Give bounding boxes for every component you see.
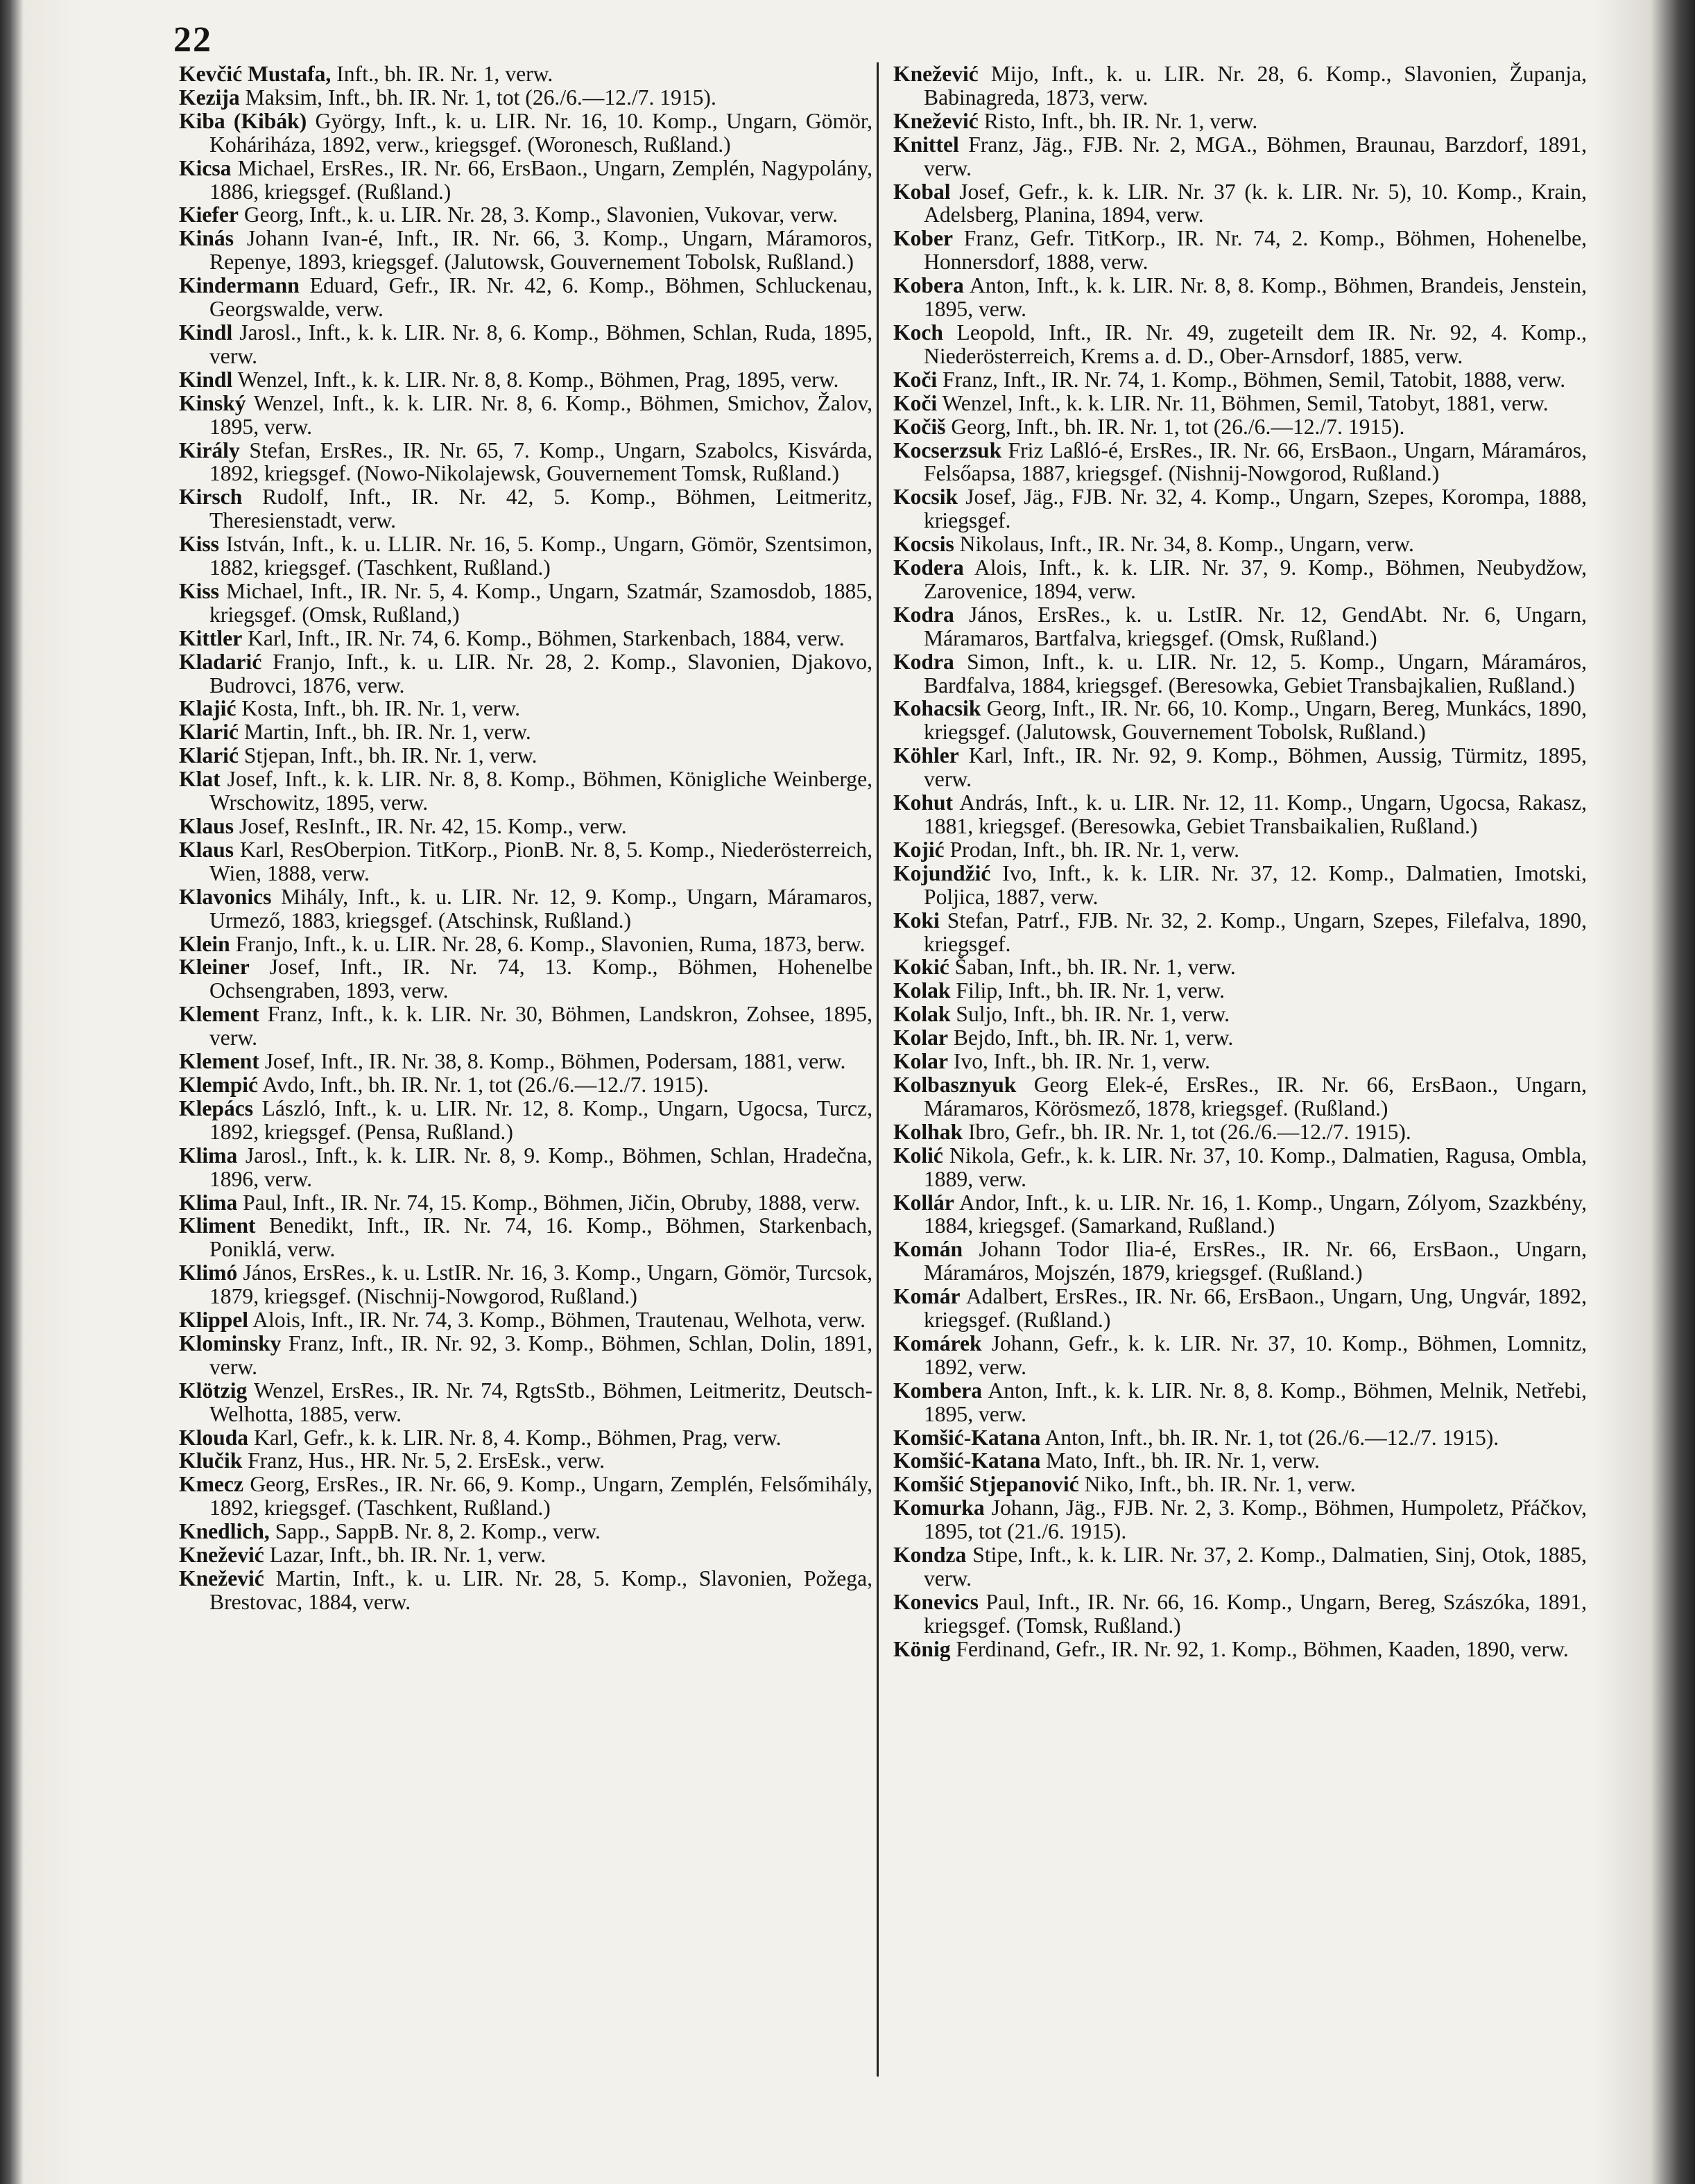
entry-details: Josef, Inft., IR. Nr. 38, 8. Komp., Böhmen, Podersam, 1881, verw. xyxy=(259,1049,846,1074)
entry-details: Eduard, Gefr., IR. Nr. 42, 6. Komp., Böhmen, Schluckenau, Georgswalde, verw. xyxy=(209,273,872,322)
roster-entry xyxy=(893,1144,1587,1191)
entry-details: Martin, Inft., bh. IR. Nr. 1, verw. xyxy=(238,720,531,745)
roster-entry xyxy=(179,955,872,1003)
page-number: 22 xyxy=(173,20,212,60)
entry-details: Michael, ErsRes., IR. Nr. 66, ErsBaon., Ungarn, Zemplén, Nagypolány, 1886, kriegsgef. (Rußland.) xyxy=(209,155,872,204)
entry-surname: Kolak xyxy=(893,1002,951,1027)
entry-details: János, ErsRes., k. u. LstIR. Nr. 12, GendAbt. Nr. 6, Ungarn, Máramaros, Bartfalva, kriegsgef. (Omsk, Rußland.) xyxy=(924,602,1587,650)
entry-details: Avdo, Inft., bh. IR. Nr. 1, tot (26./6.—12./7. 1915). xyxy=(258,1072,709,1097)
roster-entry xyxy=(179,838,872,885)
entry-surname: Klaus xyxy=(179,837,234,862)
entry-details: Nikolaus, Inft., IR. Nr. 34, 8. Komp., Ungarn, verw. xyxy=(954,532,1414,557)
entry-surname: Kiss xyxy=(179,578,219,603)
entry-surname: Kobera xyxy=(893,273,964,298)
entry-details: Jarosl., Inft., k. k. LIR. Nr. 8, 6. Komp., Böhmen, Schlan, Ruda, 1895, verw. xyxy=(209,320,872,368)
entry-surname: Kiss xyxy=(179,532,219,557)
entry-surname: Klement xyxy=(179,1002,259,1027)
entry-surname: Kocsik xyxy=(893,485,958,510)
roster-entry xyxy=(179,203,872,227)
entry-surname: Kinás xyxy=(179,226,234,251)
entry-details: Prodan, Inft., bh. IR. Nr. 1, verw. xyxy=(944,837,1239,862)
entry-surname: Kolak xyxy=(893,978,951,1003)
entry-details: Franz, Gefr. TitKorp., IR. Nr. 74, 2. Komp., Böhmen, Hohenelbe, Honnersdorf, 1888, verw. xyxy=(924,226,1587,275)
roster-entry xyxy=(893,650,1587,697)
entry-details: János, ErsRes., k. u. LstIR. Nr. 16, 3. Komp., Ungarn, Gömör, Turcsok, 1879, kriegsgef. (Nischnij-Nowgorod, Rußland.) xyxy=(209,1260,872,1309)
entry-details: Wenzel, ErsRes., IR. Nr. 74, RgtsStb., Böhmen, Leitmeritz, Deutsch-Welhotta, 1885, verw. xyxy=(209,1378,872,1426)
entry-details: Stipe, Inft., k. k. LIR. Nr. 37, 2. Komp., Dalmatien, Sinj, Otok, 1885, verw. xyxy=(924,1543,1587,1591)
entry-details: Anton, Inft., k. k. LIR. Nr. 8, 8. Komp., Böhmen, Brandeis, Jenstein, 1895, verw. xyxy=(924,273,1587,322)
roster-entry xyxy=(179,110,872,157)
roster-entry xyxy=(893,415,1587,439)
entry-surname: Kodra xyxy=(893,602,954,627)
roster-entry xyxy=(179,744,872,768)
entry-surname: Kolbasznyuk xyxy=(893,1072,1017,1097)
roster-entry xyxy=(893,227,1587,274)
entry-details: Inft., bh. IR. Nr. 1, verw. xyxy=(331,62,553,86)
roster-entry xyxy=(893,1026,1587,1050)
roster-entry xyxy=(893,1285,1587,1332)
entry-surname: Klavonics xyxy=(179,884,272,909)
entry-details: Johann, Gefr., k. k. LIR. Nr. 37, 10. Komp., Böhmen, Lomnitz, 1892, verw. xyxy=(924,1331,1587,1379)
roster-entry xyxy=(179,933,872,956)
entry-details: Josef, Jäg., FJB. Nr. 32, 4. Komp., Ungarn, Szepes, Korompa, 1888, kriegsgef. xyxy=(924,485,1587,533)
entry-surname: Kiefer xyxy=(179,202,239,227)
roster-entry xyxy=(179,1144,872,1191)
entry-surname: Knežević xyxy=(179,1566,264,1591)
entry-details: Ibro, Gefr., bh. IR. Nr. 1, tot (26./6.—12./7. 1915). xyxy=(963,1119,1411,1144)
roster-entry xyxy=(179,580,872,627)
entry-details: Martin, Inft., k. u. LIR. Nr. 28, 5. Komp., Slavonien, Požega, Brestovac, 1884, verw. xyxy=(209,1566,872,1614)
entry-details: Anton, Inft., k. k. LIR. Nr. 8, 8. Komp., Böhmen, Melnik, Netřebi, 1895, verw. xyxy=(924,1378,1587,1426)
entry-surname: Kiba (Kibák) xyxy=(179,108,307,133)
column-divider xyxy=(877,62,879,2077)
entry-details: Stefan, Patrf., FJB. Nr. 32, 2. Komp., Ungarn, Szepes, Filefalva, 1890, kriegsgef. xyxy=(924,908,1587,956)
roster-entry xyxy=(179,1097,872,1144)
entry-surname: Kezija xyxy=(179,85,240,110)
entry-surname: Klučik xyxy=(179,1448,243,1473)
roster-entry xyxy=(179,768,872,815)
entry-surname: Knežević xyxy=(893,108,979,133)
entry-surname: Klarić xyxy=(179,743,239,768)
roster-entry xyxy=(179,1308,872,1332)
entry-surname: Klajić xyxy=(179,696,236,721)
entry-surname: Konevics xyxy=(893,1589,979,1614)
entry-details: Georg, ErsRes., IR. Nr. 66, 9. Komp., Ungarn, Zemplén, Felsőmihály, 1892, kriegsgef. (Taschkent, Rußland.) xyxy=(209,1472,872,1520)
entry-surname: Kevčić Mustafa, xyxy=(179,62,332,86)
entry-surname: Koch xyxy=(893,320,943,345)
roster-entry xyxy=(893,1191,1587,1238)
entry-surname: Knedlich, xyxy=(179,1519,270,1544)
entry-details: Stefan, ErsRes., IR. Nr. 65, 7. Komp., Ungarn, Szabolcs, Kisvárda, 1892, kriegsgef. (Nowo-Nikolajewsk, Gouvernement Tomsk, Rußland.) xyxy=(209,437,872,486)
roster-entry xyxy=(179,1520,872,1543)
entry-details: Georg Elek-é, ErsRes., IR. Nr. 66, ErsBaon., Ungarn, Máramaros, Körösmező, 1878, kriegsgef. (Rußland.) xyxy=(924,1072,1587,1120)
entry-surname: Komár xyxy=(893,1284,961,1309)
roster-entry xyxy=(893,603,1587,650)
entry-details: Josef, Gefr., k. k. LIR. Nr. 37 (k. k. LIR. Nr. 5), 10. Komp., Krain, Adelsberg, Planina, 1894, verw. xyxy=(924,179,1587,227)
entry-surname: Király xyxy=(179,437,240,462)
roster-entry xyxy=(893,392,1587,415)
entry-surname: Kmecz xyxy=(179,1472,243,1497)
entry-surname: Kohut xyxy=(893,790,954,815)
roster-entry xyxy=(179,1473,872,1520)
entry-surname: Kladarić xyxy=(179,649,262,674)
entry-surname: Klat xyxy=(179,767,221,792)
entry-details: Rudolf, Inft., IR. Nr. 42, 5. Komp., Böhmen, Leitmeritz, Theresienstadt, verw. xyxy=(209,485,872,533)
entry-details: Jarosl., Inft., k. k. LIR. Nr. 8, 9. Komp., Böhmen, Schlan, Hradečna, 1896, verw. xyxy=(209,1143,872,1191)
entry-details: Ferdinand, Gefr., IR. Nr. 92, 1. Komp., Böhmen, Kaaden, 1890, verw. xyxy=(950,1636,1569,1661)
roster-entry xyxy=(893,1238,1587,1285)
roster-entry xyxy=(893,1050,1587,1073)
left-column xyxy=(179,62,872,1614)
roster-entry xyxy=(893,838,1587,862)
roster-entry xyxy=(893,1332,1587,1379)
roster-entry xyxy=(893,485,1587,532)
entry-surname: Klempić xyxy=(179,1072,259,1097)
entry-surname: Klippel xyxy=(179,1308,249,1333)
entry-details: Paul, Inft., IR. Nr. 66, 16. Komp., Ungarn, Bereg, Szászóka, 1891, kriegsgef. (Tomsk, Rußland.) xyxy=(924,1589,1587,1638)
roster-entry xyxy=(179,86,872,110)
roster-entry xyxy=(893,744,1587,791)
roster-entry xyxy=(893,955,1587,979)
entry-details: Franjo, Inft., k. u. LIR. Nr. 28, 2. Komp., Slavonien, Djakovo, Budrovci, 1876, verw. xyxy=(209,649,872,697)
entry-surname: Kobal xyxy=(893,179,951,204)
entry-surname: Kolar xyxy=(893,1025,948,1050)
roster-entry xyxy=(893,439,1587,486)
entry-details: Karl, Inft., IR. Nr. 74, 6. Komp., Böhmen, Starkenbach, 1884, verw. xyxy=(242,625,845,650)
entry-details: Benedikt, Inft., IR. Nr. 74, 16. Komp., Böhmen, Starkenbach, Poniklá, verw. xyxy=(209,1213,872,1262)
entry-details: Franz, Inft., IR. Nr. 92, 3. Komp., Böhmen, Schlan, Dolin, 1891, verw. xyxy=(209,1331,872,1379)
entry-details: Franz, Hus., HR. Nr. 5, 2. ErsEsk., verw. xyxy=(242,1448,605,1473)
entry-surname: Koči xyxy=(893,367,938,392)
roster-entry xyxy=(893,1496,1587,1543)
entry-details: Johann Ivan-é, Inft., IR. Nr. 66, 3. Komp., Ungarn, Máramoros, Repenye, 1893, kriegsgef. (Jalutowsk, Gouvernement Tobolsk, Rußland.) xyxy=(209,226,872,275)
entry-details: Wenzel, Inft., k. k. LIR. Nr. 8, 8. Komp., Böhmen, Prag, 1895, verw. xyxy=(232,367,839,392)
entry-details: Anton, Inft., bh. IR. Nr. 1, tot (26./6.—12./7. 1915). xyxy=(1040,1425,1499,1450)
entry-surname: Kombera xyxy=(893,1378,983,1403)
entry-details: Josef, Inft., k. k. LIR. Nr. 8, 8. Komp., Böhmen, Königliche Weinberge, Wrschowitz, 1895, verw. xyxy=(209,767,872,815)
entry-surname: Kodra xyxy=(893,649,954,674)
entry-details: Mato, Inft., bh. IR. Nr. 1, verw. xyxy=(1040,1448,1320,1473)
roster-entry xyxy=(893,1449,1587,1473)
roster-entry xyxy=(893,1473,1587,1496)
entry-surname: Kojić xyxy=(893,837,945,862)
roster-entry xyxy=(893,1073,1587,1120)
entry-surname: Komšić-Katana xyxy=(893,1448,1041,1473)
entry-surname: Kicsa xyxy=(179,155,232,180)
entry-surname: Kolar xyxy=(893,1049,948,1074)
entry-details: Georg, Inft., IR. Nr. 66, 10. Komp., Ungarn, Bereg, Munkács, 1890, kriegsgef. (Jalutowsk, Gouvernement Tobolsk, Rußland.) xyxy=(924,696,1587,745)
roster-entry xyxy=(179,532,872,580)
entry-details: Nikola, Gefr., k. k. LIR. Nr. 37, 10. Komp., Dalmatien, Ragusa, Ombla, 1889, verw. xyxy=(924,1143,1587,1191)
roster-entry xyxy=(179,157,872,204)
entry-details: Wenzel, Inft., k. k. LIR. Nr. 8, 6. Komp., Böhmen, Smichov, Žalov, 1895, verw. xyxy=(209,390,872,439)
roster-entry xyxy=(893,368,1587,392)
roster-entry xyxy=(179,1261,872,1308)
entry-details: Filip, Inft., bh. IR. Nr. 1, verw. xyxy=(950,978,1225,1003)
entry-details: Simon, Inft., k. u. LIR. Nr. 12, 5. Komp., Ungarn, Máramáros, Bardfalva, 1884, kriegsgef. (Beresowka, Gebiet Transbajkalien, Rußland.) xyxy=(924,649,1587,697)
roster-entry xyxy=(179,815,872,838)
entry-details: Wenzel, Inft., k. k. LIR. Nr. 11, Böhmen, Semil, Tatobyt, 1881, verw. xyxy=(937,390,1549,415)
entry-surname: Kober xyxy=(893,226,953,251)
entry-details: Karl, ResOberpion. TitKorp., PionB. Nr. 8, 5. Komp., Niederösterreich, Wien, 1888, verw. xyxy=(209,837,872,885)
entry-surname: Kondza xyxy=(893,1543,967,1568)
entry-details: Suljo, Inft., bh. IR. Nr. 1, verw. xyxy=(950,1002,1230,1027)
entry-surname: Klein xyxy=(179,931,230,956)
roster-entry xyxy=(893,133,1587,180)
entry-details: Friz Laßló-é, ErsRes., IR. Nr. 66, ErsBaon., Ungarn, Máramáros, Felsőapsa, 1887, kriegsgef. (Nishnij-Nowgorod, Rußland.) xyxy=(924,437,1587,486)
entry-details: Alois, Inft., k. k. LIR. Nr. 37, 9. Komp., Böhmen, Neubydžow, Zarovenice, 1894, verw. xyxy=(924,555,1587,603)
entry-surname: Knežević xyxy=(179,1543,264,1568)
roster-entry xyxy=(893,909,1587,956)
entry-surname: Köhler xyxy=(893,743,959,768)
entry-surname: Kinský xyxy=(179,390,246,415)
roster-entry xyxy=(179,1543,872,1567)
roster-entry xyxy=(179,1567,872,1614)
entry-details: Karl, Gefr., k. k. LIR. Nr. 8, 4. Komp., Böhmen, Prag, verw. xyxy=(248,1425,782,1450)
entry-details: Stjepan, Inft., bh. IR. Nr. 1, verw. xyxy=(238,743,537,768)
entry-details: Mihály, Inft., k. u. LIR. Nr. 12, 9. Komp., Ungarn, Máramaros, Urmező, 1883, kriegsgef. (Atschinsk, Rußland.) xyxy=(209,884,872,933)
entry-surname: Kocserzsuk xyxy=(893,437,1002,462)
roster-entry xyxy=(893,321,1587,368)
roster-entry xyxy=(893,1379,1587,1426)
entry-details: Mijo, Inft., k. u. LIR. Nr. 28, 6. Komp., Slavonien, Županja, Babinagreda, 1873, verw. xyxy=(924,62,1587,110)
entry-details: Leopold, Inft., IR. Nr. 49, zugeteilt dem IR. Nr. 92, 4. Komp., Niederösterreich, Krems a. d. D., Ober-Arnsdorf, 1885, verw. xyxy=(924,320,1587,368)
entry-details: Paul, Inft., IR. Nr. 74, 15. Komp., Böhmen, Jičin, Obruby, 1888, verw. xyxy=(237,1190,861,1215)
entry-surname: Kohacsik xyxy=(893,696,981,721)
roster-entry xyxy=(893,1591,1587,1638)
entry-surname: Komurka xyxy=(893,1496,985,1520)
entry-surname: Klima xyxy=(179,1190,238,1215)
entry-surname: Kindl xyxy=(179,367,233,392)
roster-entry xyxy=(893,1003,1587,1026)
roster-entry xyxy=(179,1426,872,1450)
entry-surname: Klarić xyxy=(179,720,239,745)
roster-entry xyxy=(179,885,872,933)
entry-details: Niko, Inft., bh. IR. Nr. 1, verw. xyxy=(1078,1472,1356,1497)
entry-details: Andor, Inft., k. u. LIR. Nr. 16, 1. Komp., Ungarn, Zólyom, Szazkbény, 1884, kriegsgef. (Samarkand, Rußland.) xyxy=(924,1190,1587,1238)
roster-entry xyxy=(893,62,1587,110)
roster-entry xyxy=(179,62,872,86)
entry-details: Johann Todor Ilia-é, ErsRes., IR. Nr. 66, ErsBaon., Ungarn, Máramáros, Mojszén, 1879, kriegsgef. (Rußland.) xyxy=(924,1237,1587,1285)
entry-surname: Klötzig xyxy=(179,1378,248,1403)
entry-surname: Kolić xyxy=(893,1143,943,1168)
entry-surname: Kirsch xyxy=(179,485,243,510)
roster-entry xyxy=(893,791,1587,838)
entry-details: Bejdo, Inft., bh. IR. Nr. 1, verw. xyxy=(947,1025,1234,1050)
entry-surname: Koči xyxy=(893,390,938,415)
entry-surname: Klima xyxy=(179,1143,238,1168)
roster-entry xyxy=(179,1214,872,1261)
roster-entry xyxy=(179,227,872,274)
right-column xyxy=(893,62,1587,1661)
entry-surname: Komšić Stjepanović xyxy=(893,1472,1079,1497)
entry-details: Franz, Inft., IR. Nr. 74, 1. Komp., Böhmen, Semil, Tatobit, 1888, verw. xyxy=(937,367,1566,392)
entry-surname: Kolhak xyxy=(893,1119,963,1144)
roster-entry xyxy=(893,180,1587,227)
roster-entry xyxy=(893,1426,1587,1450)
roster-entry xyxy=(179,1191,872,1215)
roster-entry xyxy=(893,697,1587,744)
entry-details: Ivo, Inft., bh. IR. Nr. 1, verw. xyxy=(947,1049,1210,1074)
entry-details: Franz, Inft., k. k. LIR. Nr. 30, Böhmen, Landskron, Zohsee, 1895, verw. xyxy=(209,1002,872,1050)
entry-details: Josef, ResInft., IR. Nr. 42, 15. Komp., verw. xyxy=(234,814,627,838)
entry-details: Sapp., SappB. Nr. 8, 2. Komp., verw. xyxy=(269,1519,601,1544)
roster-entry xyxy=(179,720,872,744)
roster-entry xyxy=(179,627,872,650)
roster-entry xyxy=(893,110,1587,133)
entry-details: Georg, Inft., k. u. LIR. Nr. 28, 3. Komp., Slavonien, Vukovar, verw. xyxy=(238,202,838,227)
roster-entry xyxy=(893,1120,1587,1144)
entry-details: Alois, Inft., IR. Nr. 74, 3. Komp., Böhmen, Trautenau, Welhota, verw. xyxy=(248,1308,866,1333)
entry-surname: Komšić-Katana xyxy=(893,1425,1041,1450)
entry-surname: Kodera xyxy=(893,555,964,580)
entry-surname: Kindermann xyxy=(179,273,300,298)
entry-surname: König xyxy=(893,1636,951,1661)
entry-details: Franjo, Inft., k. u. LIR. Nr. 28, 6. Komp., Slavonien, Ruma, 1873, berw. xyxy=(230,931,866,956)
roster-entry xyxy=(179,485,872,532)
entry-details: Franz, Jäg., FJB. Nr. 2, MGA., Böhmen, Braunau, Barzdorf, 1891, verw. xyxy=(924,132,1587,180)
entry-details: György, Inft., k. u. LIR. Nr. 16, 10. Komp., Ungarn, Gömör, Koháriháza, 1892, verw., kriegsgef. (Woronesch, Rußland.) xyxy=(209,108,872,157)
entry-surname: Knežević xyxy=(893,62,979,86)
entry-details: Lazar, Inft., bh. IR. Nr. 1, verw. xyxy=(264,1543,547,1568)
entry-details: Risto, Inft., bh. IR. Nr. 1, verw. xyxy=(978,108,1258,133)
entry-surname: Klouda xyxy=(179,1425,249,1450)
roster-entry xyxy=(179,1379,872,1426)
entry-surname: Kocsis xyxy=(893,532,954,557)
roster-entry xyxy=(179,368,872,392)
entry-details: Maksim, Inft., bh. IR. Nr. 1, tot (26./6.—12./7. 1915). xyxy=(239,85,716,110)
entry-surname: Klepács xyxy=(179,1095,254,1120)
roster-entry xyxy=(179,1449,872,1473)
entry-surname: Kollár xyxy=(893,1190,954,1215)
entry-surname: Klaus xyxy=(179,814,234,838)
entry-surname: Kojundžić xyxy=(893,860,991,885)
roster-entry xyxy=(893,532,1587,556)
entry-details: István, Inft., k. u. LLIR. Nr. 16, 5. Komp., Ungarn, Gömör, Szentsimon, 1882, kriegsgef. (Taschkent, Rußland.) xyxy=(209,532,872,580)
entry-surname: Kokić xyxy=(893,955,949,980)
entry-surname: Kočiš xyxy=(893,414,946,439)
entry-details: Johann, Jäg., FJB. Nr. 2, 3. Komp., Böhmen, Humpoletz, Přáčkov, 1895, tot (21./6. 1915). xyxy=(924,1496,1587,1544)
entry-surname: Komán xyxy=(893,1237,963,1262)
entry-details: Michael, Inft., IR. Nr. 5, 4. Komp., Ungarn, Szatmár, Szamosdob, 1885, kriegsgef. (Omsk, Rußland,) xyxy=(209,578,872,627)
roster-entry xyxy=(179,1003,872,1050)
roster-entry xyxy=(179,1050,872,1073)
entry-details: Josef, Inft., IR. Nr. 74, 13. Komp., Böhmen, Hohenelbe Ochsengraben, 1893, verw. xyxy=(209,955,872,1003)
entry-surname: Komárek xyxy=(893,1331,982,1355)
entry-surname: Koki xyxy=(893,908,940,933)
roster-entry xyxy=(179,1073,872,1097)
entry-details: Karl, Inft., IR. Nr. 92, 9. Komp., Böhmen, Aussig, Türmitz, 1895, verw. xyxy=(924,743,1587,792)
entry-surname: Kliment xyxy=(179,1213,256,1238)
entry-surname: Kindl xyxy=(179,320,233,345)
entry-surname: Kittler xyxy=(179,625,243,650)
roster-entry xyxy=(893,1638,1587,1661)
entry-surname: Kleiner xyxy=(179,955,250,980)
entry-details: Kosta, Inft., bh. IR. Nr. 1, verw. xyxy=(236,696,520,721)
entry-surname: Klominsky xyxy=(179,1331,282,1355)
entry-surname: Knittel xyxy=(893,132,959,157)
entry-details: Georg, Inft., bh. IR. Nr. 1, tot (26./6.—12./7. 1915). xyxy=(945,414,1405,439)
roster-entry xyxy=(179,439,872,486)
roster-entry xyxy=(893,1543,1587,1591)
roster-entry xyxy=(179,650,872,697)
entry-surname: Klement xyxy=(179,1049,259,1074)
roster-entry xyxy=(893,862,1587,909)
roster-entry xyxy=(179,321,872,368)
entry-details: Šaban, Inft., bh. IR. Nr. 1, verw. xyxy=(949,955,1236,980)
roster-entry xyxy=(179,274,872,321)
entry-surname: Klimó xyxy=(179,1260,238,1285)
entry-details: Ivo, Inft., k. k. LIR. Nr. 37, 12. Komp., Dalmatien, Imotski, Poljica, 1887, verw. xyxy=(924,860,1587,909)
entry-details: András, Inft., k. u. LIR. Nr. 12, 11. Komp., Ungarn, Ugocsa, Rakasz, 1881, kriegsgef. (Beresowka, Gebiet Transbaikalien, Rußland.) xyxy=(924,790,1587,838)
roster-entry xyxy=(893,274,1587,321)
roster-entry xyxy=(893,979,1587,1003)
roster-entry xyxy=(179,1332,872,1379)
entry-details: Adalbert, ErsRes., IR. Nr. 66, ErsBaon., Ungarn, Ung, Ungvár, 1892, kriegsgef. (Rußland.) xyxy=(924,1284,1587,1333)
roster-entry xyxy=(893,556,1587,603)
roster-entry xyxy=(179,392,872,439)
roster-entry xyxy=(179,697,872,720)
entry-details: László, Inft., k. u. LIR. Nr. 12, 8. Komp., Ungarn, Ugocsa, Turcz, 1892, kriegsgef. (Pensa, Rußland.) xyxy=(209,1095,872,1144)
